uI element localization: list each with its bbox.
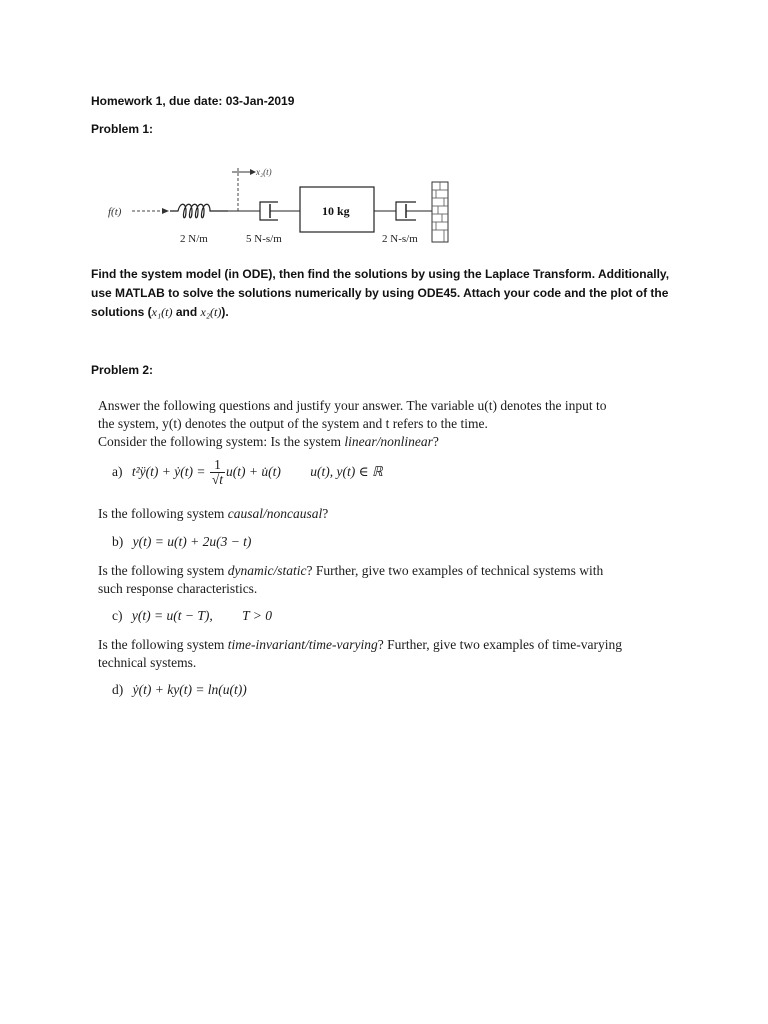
problem2-heading: Problem 2:: [91, 363, 154, 377]
equation-b-body: y(t) = u(t) + 2u(3 − t): [132, 534, 252, 549]
equation-a: [112, 458, 383, 487]
problem1-heading: Problem 1:: [91, 122, 154, 136]
equation-c: [112, 608, 272, 624]
x2-variable: x₂(t): [200, 305, 222, 319]
spring: [170, 204, 228, 218]
linear-question-suffix: ?: [432, 434, 439, 449]
damper2-label: 2 N-s/m: [382, 233, 418, 245]
x1-variable: x₁(t): [151, 305, 173, 319]
equation-a-rhs: u(t) + u̇(t): [226, 463, 281, 479]
problem1-text-main: Find the system model (in ODE), then find the solutions by using the Laplace Transform. Additionally, use MATLAB to solve the solutions numerically by using ODE45. Attach your code and the plot of the solutions (: [91, 267, 670, 319]
mass-label: 10 kg: [322, 204, 350, 218]
equation-c-condition: T > 0: [242, 608, 272, 623]
dynamic-question-line2: such response characteristics.: [98, 581, 258, 596]
problem1-text-end: ).: [221, 305, 229, 319]
problem2-intro-line2: the system, y(t) denotes the output of the system and t refers to the time.: [98, 416, 488, 431]
wall: [432, 182, 448, 242]
causal-question: [98, 506, 328, 522]
linear-question-prefix: Consider the following system: Is the system: [98, 434, 345, 449]
spring-label: 2 N/m: [180, 233, 208, 245]
equation-c-body: y(t) = u(t − T),: [131, 608, 213, 623]
dynamic-question: [98, 563, 603, 579]
equation-d-label: d): [112, 682, 124, 697]
equation-b-label: b): [112, 534, 124, 549]
equation-d-body: ẏ(t) + ky(t) = ln(u(t)): [132, 682, 247, 697]
mass-spring-damper-diagram: [100, 160, 460, 252]
problem1-description: [91, 265, 671, 322]
problem1-text-and: and: [172, 305, 201, 319]
equation-a-numerator: 1: [210, 458, 225, 473]
equation-a-domain: u(t), y(t) ∈ ℝ: [310, 463, 383, 479]
time-varying-question-prefix: Is the following system: [98, 637, 228, 652]
displacement-label: x₂(t): [256, 167, 272, 177]
force-arrowhead: [162, 208, 169, 214]
damper1-label: 5 N-s/m: [246, 233, 282, 245]
linear-question-emphasis: linear/nonlinear: [344, 434, 433, 449]
time-varying-question-suffix: ? Further, give two examples of time-varying: [377, 637, 622, 652]
time-varying-question: [98, 637, 622, 653]
equation-b: [112, 534, 251, 550]
equation-a-lhs: t²ÿ(t) + ẏ(t) =: [131, 463, 209, 479]
problem2-intro-line1: Answer the following questions and justify your answer. The variable u(t) denotes the input to: [98, 398, 607, 413]
dynamic-question-emphasis: dynamic/static: [227, 563, 307, 578]
causal-question-suffix: ?: [322, 506, 329, 521]
force-label: f(t): [108, 206, 122, 218]
causal-question-prefix: Is the following system: [98, 506, 228, 521]
equation-a-denominator: √t: [211, 472, 224, 488]
dynamic-question-suffix: ? Further, give two examples of technical systems with: [306, 563, 604, 578]
equation-a-fraction: [210, 458, 225, 487]
time-varying-question-line2: technical systems.: [98, 655, 197, 670]
dynamic-question-prefix: Is the following system: [98, 563, 228, 578]
homework-title: Homework 1, due date: 03-Jan-2019: [91, 94, 295, 108]
causal-question-emphasis: causal/noncausal: [227, 506, 323, 521]
equation-c-label: c): [112, 608, 123, 623]
linear-question: [98, 434, 439, 450]
equation-a-label: a): [112, 463, 123, 479]
equation-d: [112, 682, 247, 698]
time-varying-question-emphasis: time-invariant/time-varying: [227, 637, 378, 652]
